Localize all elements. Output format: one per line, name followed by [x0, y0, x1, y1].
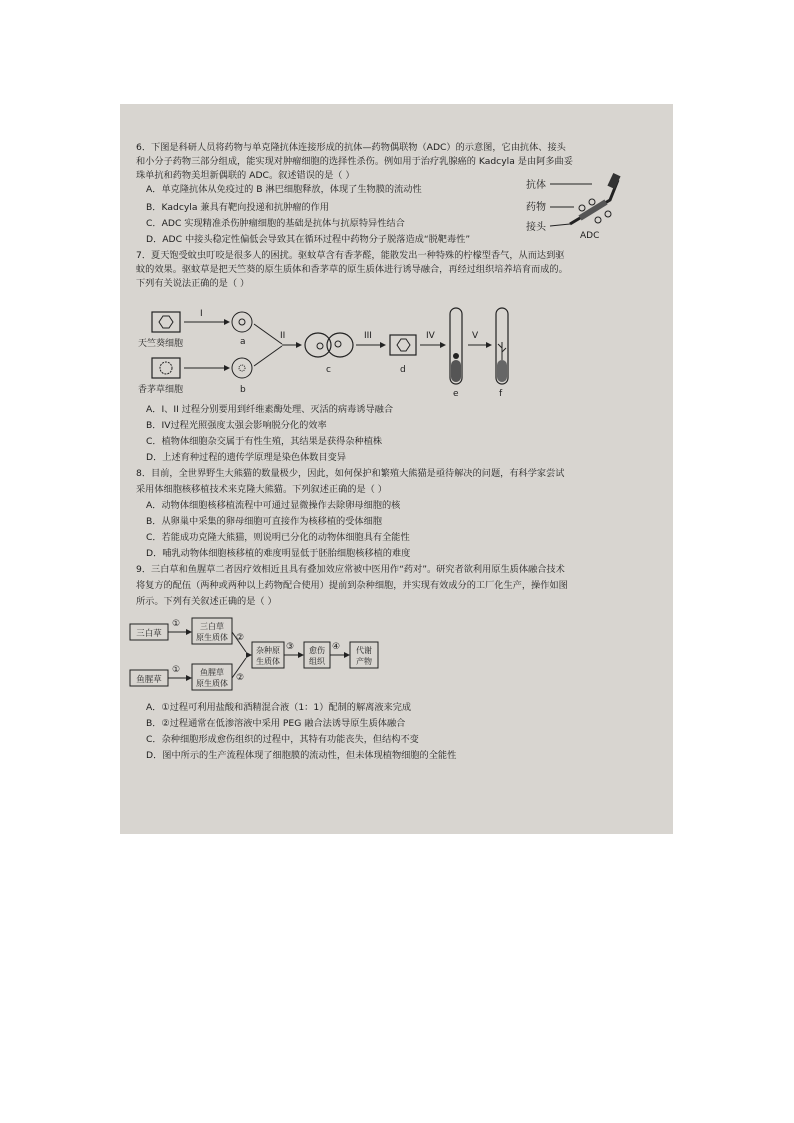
q7-option-a: A．I、II 过程分别要用到纤维素酶处理、灭活的病毒诱导融合	[146, 404, 394, 415]
step1-mark-bottom: ①	[172, 665, 181, 675]
q7-option-d: D．上述育种过程的遗传学原理是染色体数目变异	[146, 452, 347, 463]
q8-option-a: A．动物体细胞核移植流程中可通过显微操作去除卵母细胞的核	[146, 500, 401, 511]
step1-label: I	[200, 309, 203, 319]
adc-label-drug: 药物	[526, 202, 546, 213]
drug-molecule-1	[579, 205, 585, 211]
proto1-line1: 三白草	[200, 622, 224, 631]
test-tube-f-medium	[497, 360, 507, 382]
step2-line-top	[254, 324, 282, 344]
proto2-line2: 原生质体	[196, 679, 228, 688]
q9-option-c: C．杂种细胞形成愈伤组织的过程中，其特有功能丧失，但结构不变	[146, 734, 419, 745]
protoplast-a	[232, 312, 252, 332]
adc-diagram	[522, 172, 632, 240]
step5-label: V	[472, 331, 479, 341]
step3-arrowhead	[380, 342, 386, 348]
label-c: c	[326, 365, 331, 375]
fused-nucleus-2	[335, 341, 341, 347]
product-line1: 代谢	[356, 646, 372, 655]
callus-e	[453, 353, 459, 359]
proto2-line1: 鱼腥草	[200, 668, 224, 677]
hybrid-nucleus-d	[397, 339, 410, 351]
q9-option-b: B．②过程通常在低渗溶液中采用 PEG 融合法诱导原生质体融合	[146, 718, 406, 729]
q9-stem-line-2: 将复方的配伍（两种或两种以上药物配合使用）提前到杂种细胞，并实现有效成分的工厂化生产，操作如图	[136, 580, 568, 591]
citronella-cell-label: 香茅草细胞	[138, 385, 184, 395]
step2-arrowhead	[296, 342, 302, 348]
herb2-label: 鱼腥草	[136, 675, 162, 685]
q6-stem-line-3: 珠单抗和药物美坦新偶联的 ADC。叙述错误的是（ ）	[136, 170, 355, 181]
step1-arrowhead-bottom	[224, 365, 230, 371]
step2-mark-bottom: ②	[236, 673, 245, 683]
arrowhead-3	[298, 652, 304, 658]
arrowhead-herb2	[186, 675, 192, 681]
herb1-label: 三白草	[136, 629, 162, 639]
q9-option-a: A．①过程可利用盐酸和酒精混合液（1：1）配制的解离液来完成	[146, 702, 412, 713]
herb-fusion-flowchart	[128, 614, 388, 698]
step5-arrowhead	[486, 342, 492, 348]
step2-label: II	[280, 331, 286, 341]
q6-option-a: A．单克隆抗体从免疫过的 B 淋巴细胞释放，体现了生物膜的流动性	[146, 184, 422, 195]
label-f: f	[499, 389, 503, 399]
drug-molecule-3	[595, 217, 601, 223]
test-tube-e-medium	[451, 360, 461, 382]
hybrid-line2: 生质体	[256, 657, 280, 666]
q6-stem-line-1: 6．下图是科研人员将药物与单克隆抗体连接形成的抗体—药物偶联物（ADC）的示意图，它由抗体、接头	[136, 142, 566, 153]
exam-photo	[120, 104, 673, 834]
label-a: a	[240, 337, 246, 347]
protoplast-a-nucleus	[239, 319, 245, 325]
q7-stem-line-3: 下列有关说法正确的是（ ）	[136, 278, 250, 289]
q8-option-b: B．从卵巢中采集的卵母细胞可直接作为核移植的受体细胞	[146, 516, 382, 527]
q9-stem-line-1: 9．三白草和鱼腥草二者因疗效相近且具有叠加效应常被中医用作“药对”。研究者欲利用原生质体融合技术	[136, 564, 565, 575]
adc-label-linker: 接头	[526, 222, 546, 233]
geranium-nucleus	[159, 316, 173, 328]
q6-stem-line-2: 和小分子药物三部分组成，能实现对肿瘤细胞的选择性杀伤。例如用于治疗乳腺癌的 Kadcyla 是由阿多曲妥	[136, 156, 573, 167]
q6-option-c: C．ADC 实现精准杀伤肿瘤细胞的基础是抗体与抗原特异性结合	[146, 218, 405, 229]
label-e: e	[453, 389, 459, 399]
proto1-line2: 原生质体	[196, 633, 228, 642]
geranium-cell-label: 天竺葵细胞	[138, 339, 184, 349]
step4-label: IV	[426, 331, 435, 341]
arrowhead-merge	[246, 652, 252, 658]
drug-molecule-2	[589, 199, 595, 205]
hybrid-line1: 杂种原	[256, 646, 280, 655]
label-b: b	[240, 385, 246, 395]
q9-option-d: D．图中所示的生产流程体现了细胞膜的流动性，但未体现植物细胞的全能性	[146, 750, 457, 761]
q8-option-c: C．若能成功克隆大熊猫，则说明已分化的动物体细胞具有全能性	[146, 532, 410, 543]
step4-arrowhead	[440, 342, 446, 348]
callus-line1: 愈伤	[309, 646, 325, 655]
q7-option-c: C．植物体细胞杂交属于有性生殖，其结果是获得杂种植株	[146, 436, 383, 447]
callus-line2: 组织	[309, 657, 325, 666]
hybrid-cell-d	[390, 335, 416, 355]
drug-molecule-4	[605, 211, 611, 217]
step2-line-bottom	[254, 346, 282, 366]
step1-arrowhead-top	[224, 319, 230, 325]
citronella-cell	[152, 358, 180, 378]
protoplast-b-nucleus	[239, 365, 245, 371]
q6-option-b: B．Kadcyla 兼具有靶向投递和抗肿瘤的作用	[146, 202, 330, 213]
step1-mark-top: ①	[172, 619, 181, 629]
plantlet-f	[498, 342, 506, 360]
q7-stem-line-1: 7．夏天饱受蚊虫叮咬是很多人的困扰。驱蚊草含有香茅醛，能散发出一种特殊的柠檬型香气，从而达到驱	[136, 250, 565, 261]
q7-option-b: B．IV过程光照强度太强会影响脱分化的效率	[146, 420, 327, 431]
step3-label: III	[364, 331, 372, 341]
fused-nucleus-1	[317, 343, 323, 349]
q8-option-d: D．哺乳动物体细胞核移植的难度明显低于胚胎细胞核移植的难度	[146, 548, 411, 559]
q7-stem-line-2: 蚊的效果。驱蚊草是把天竺葵的原生质体和香茅草的原生质体进行诱导融合，再经过组织培养培育而成的。	[136, 264, 568, 275]
citronella-nucleus	[160, 362, 172, 374]
protoplast-fusion-diagram	[134, 296, 514, 402]
step2-mark-top: ②	[236, 633, 245, 643]
step4-mark: ④	[332, 642, 341, 652]
step3-mark: ③	[286, 642, 295, 652]
adc-label-adc: ADC	[580, 231, 600, 240]
label-d: d	[400, 365, 406, 375]
q9-stem-line-3: 所示。下列有关叙述正确的是（ ）	[136, 596, 277, 607]
q8-stem-line-1: 8．目前，全世界野生大熊猫的数量极少，因此，如何保护和繁殖大熊猫是亟待解决的问题，有科学家尝试	[136, 468, 565, 479]
linker-pointer	[550, 224, 570, 226]
geranium-cell	[152, 312, 180, 332]
protoplast-b	[232, 358, 252, 378]
q8-stem-line-2: 采用体细胞核移植技术来克隆大熊猫。下列叙述正确的是（ ）	[136, 484, 387, 495]
arrowhead-herb1	[186, 629, 192, 635]
q6-option-d: D．ADC 中接头稳定性偏低会导致其在循环过程中药物分子脱落造成“脱靶毒性”	[146, 234, 471, 245]
product-line2: 产物	[356, 657, 372, 666]
adc-label-antibody: 抗体	[526, 180, 546, 191]
arrowhead-4	[344, 652, 350, 658]
